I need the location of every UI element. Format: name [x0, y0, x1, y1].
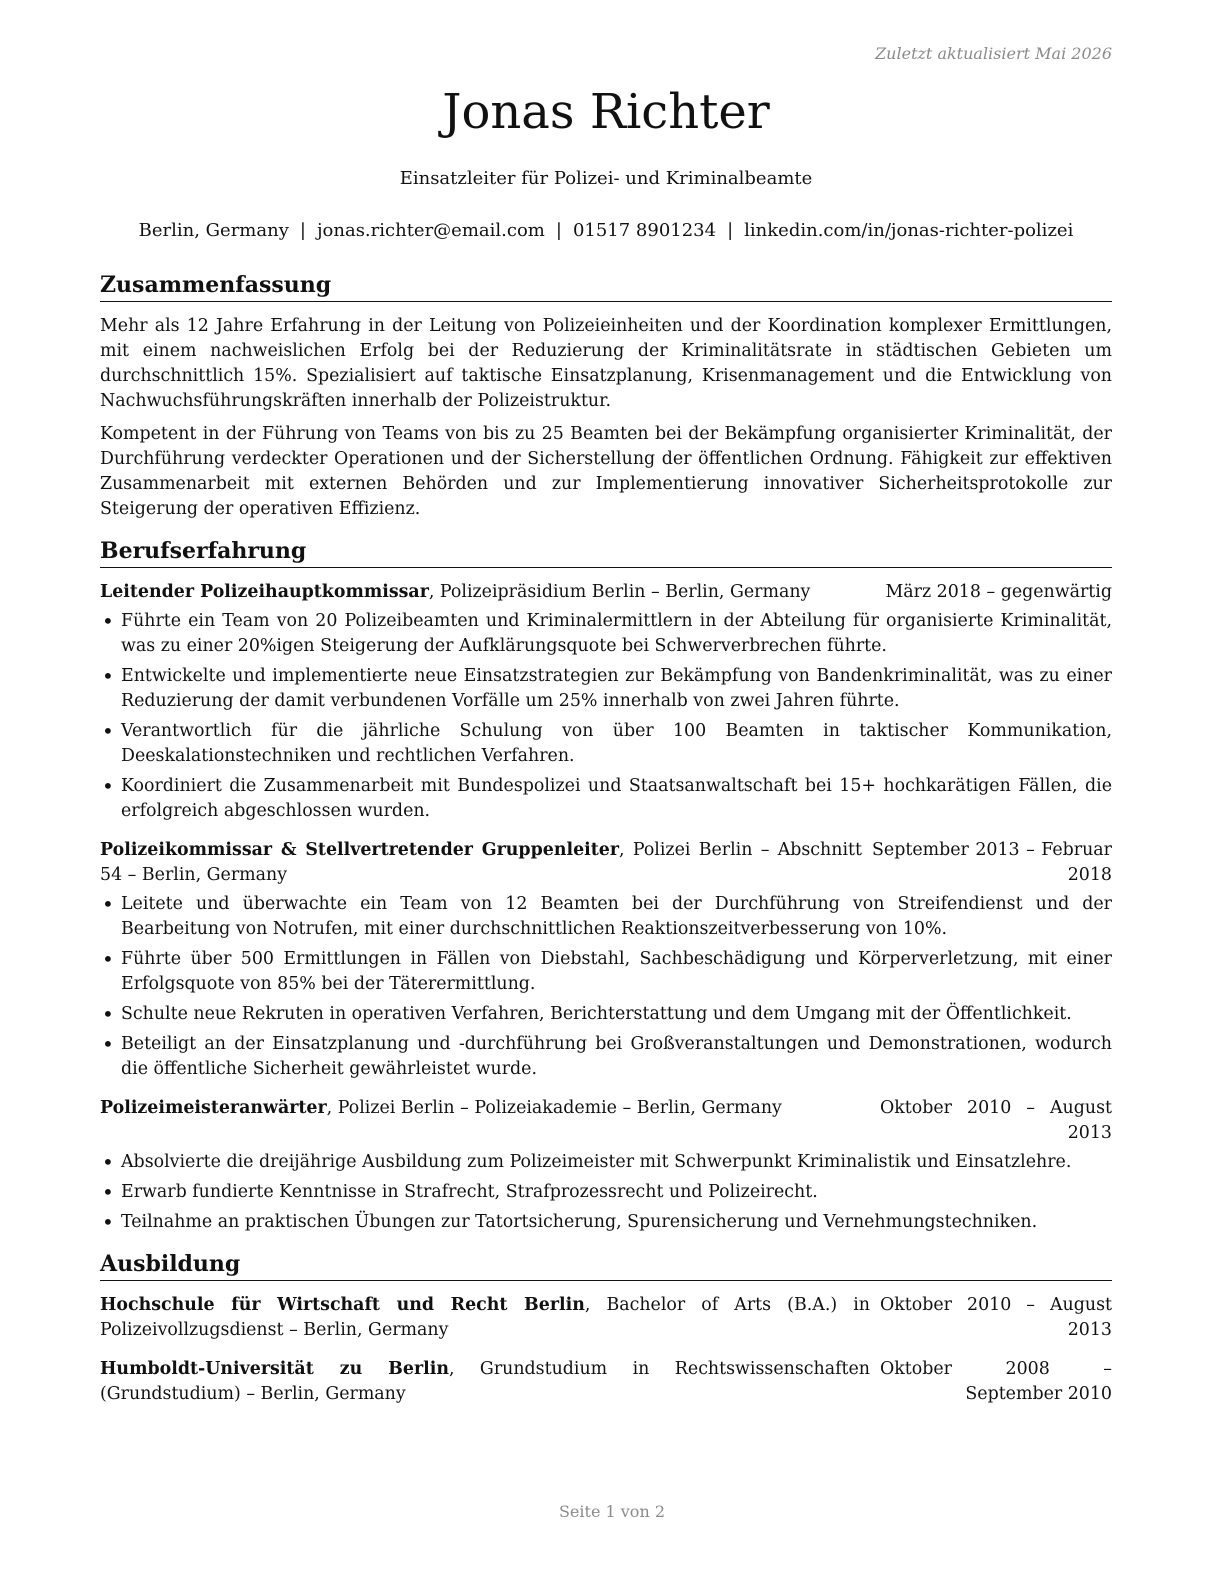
section-heading: Zusammenfassung — [100, 270, 1112, 302]
section-heading: Ausbildung — [100, 1249, 1112, 1281]
list-item: • Koordiniert die Zusammenarbeit mit Bundespolizei und Staatsanwaltschaft bei 15+ hochkarätigen Fällen, die erfolgreich abgeschlossen wurden. — [100, 774, 1112, 824]
list-item: • Schulte neue Rekruten in operativen Verfahren, Berichterstattung und dem Umgang mit der Öffentlichkeit. — [100, 1002, 1112, 1027]
contact-separator: | — [555, 220, 562, 241]
education-header — [100, 1293, 1112, 1343]
degree: , Grundstudium in Rechtswissenschaften (Grundstudium) – Berlin, Germany — [100, 1359, 870, 1404]
job-bullets — [100, 1150, 1112, 1235]
job-title: Polizeimeisteranwärter — [100, 1098, 327, 1118]
job-header — [100, 1096, 1112, 1146]
list-item: • Absolvierte die dreijährige Ausbildung zum Polizeimeister mit Schwerpunkt Kriminalistik und Einsatzlehre. — [100, 1150, 1112, 1175]
job-bullets — [100, 892, 1112, 1082]
education-entry — [100, 1357, 1112, 1407]
education-entry — [100, 1293, 1112, 1343]
contact-linkedin[interactable]: linkedin.com/in/jonas-richter-polizei — [744, 220, 1074, 241]
section-heading: Berufserfahrung — [100, 536, 1112, 568]
job-dates: Oktober 2010 – August 2013 — [880, 1098, 1112, 1143]
summary-paragraph: Kompetent in der Führung von Teams von bis zu 25 Beamten bei der Bekämpfung organisierter Kriminalität, der Durchführung verdeckter Operationen und der Sicherstellung der öffentlichen Ordnung. Fähigkeit zur effektiven Zusammenarbeit mit externen Behörden und zur Implementierung innovativer Sicherheitsprotokolle zur Steigerung der operativen Effizienz. — [100, 424, 1112, 519]
education-dates: Oktober 2008 – September 2010 — [880, 1359, 1112, 1404]
contact-email[interactable]: jonas.richter@email.com — [316, 220, 545, 241]
list-item: • Entwickelte und implementierte neue Einsatzstrategien zur Bekämpfung von Bandenkriminalität, was zu einer Reduzierung der damit verbundenen Vorfälle um 25% innerhalb von zwei Jahren führte. — [100, 664, 1112, 714]
job-organization: , Polizei Berlin – Polizeiakademie – Berlin, Germany — [326, 1098, 782, 1118]
job-entry — [100, 838, 1112, 1082]
job-bullets — [100, 609, 1112, 824]
resume-content — [100, 270, 1112, 1421]
degree: , Bachelor of Arts (B.A.) in Polizeivollzugsdienst – Berlin, Germany — [100, 1295, 870, 1340]
education-section — [100, 1249, 1112, 1407]
job-organization: , Polizei Berlin – Abschnitt 54 – Berlin, Germany — [100, 840, 862, 885]
last-updated: Zuletzt aktualisiert Mai 2026 — [875, 44, 1112, 63]
job-title: Einsatzleiter für Polizei- und Kriminalbeamte — [399, 168, 813, 189]
job-entry — [100, 1096, 1112, 1235]
job-header — [100, 838, 1112, 888]
school-name: Hochschule für Wirtschaft und Recht Berlin — [100, 1295, 585, 1315]
list-item: • Erwarb fundierte Kenntnisse in Strafrecht, Strafprozessrecht und Polizeirecht. — [100, 1180, 1112, 1205]
summary-paragraph: Mehr als 12 Jahre Erfahrung in der Leitung von Polizeieinheiten und der Koordination komplexer Ermittlungen, mit einem nachweislichen Erfolg bei der Reduzierung der Kriminalitätsrate in städtischen Gebieten um durchschnittlich 15%. Spezialisiert auf taktische Einsatzplanung, Krisenmanagement und die Entwicklung von Nachwuchsführungskräften innerhalb der Polizeistruktur. — [100, 316, 1112, 411]
job-entry — [100, 580, 1112, 824]
job-title: Polizeikommissar & Stellvertretender Gruppenleiter — [100, 840, 619, 860]
education-dates: Oktober 2010 – August 2013 — [880, 1295, 1112, 1340]
list-item: • Teilnahme an praktischen Übungen zur Tatortsicherung, Spurensicherung und Vernehmungstechniken. — [100, 1210, 1112, 1235]
contact-line — [100, 220, 1112, 241]
job-header — [100, 580, 1112, 605]
list-item: • Beteiligt an der Einsatzplanung und -durchführung bei Großveranstaltungen und Demonstrationen, wodurch die öffentliche Sicherheit gewährleistet wurde. — [100, 1032, 1112, 1082]
list-item: • Führte ein Team von 20 Polizeibeamten und Kriminalermittlern in der Abteilung für organisierte Kriminalität, was zu einer 20%igen Steigerung der Aufklärungsquote bei Schwerverbrechen führte. — [100, 609, 1112, 659]
education-header — [100, 1357, 1112, 1407]
school-name: Humboldt-Universität zu Berlin — [100, 1359, 449, 1379]
list-item: • Leitete und überwachte ein Team von 12 Beamten bei der Durchführung von Streifendienst und der Bearbeitung von Notrufen, mit einer durchschnittlichen Reaktionszeitverbesserung von 10%. — [100, 892, 1112, 942]
list-item: • Verantwortlich für die jährliche Schulung von über 100 Beamten in taktischer Kommunikation, Deeskalationstechniken und rechtlichen Verfahren. — [100, 719, 1112, 769]
job-dates: September 2013 – Februar 2018 — [872, 840, 1112, 885]
job-dates: März 2018 – gegenwärtig — [885, 582, 1112, 602]
summary-section — [100, 270, 1112, 522]
contact-phone[interactable]: 01517 8901234 — [572, 220, 717, 241]
experience-section — [100, 536, 1112, 1235]
list-item: • Führte über 500 Ermittlungen in Fällen von Diebstahl, Sachbeschädigung und Körperverletzung, mit einer Erfolgsquote von 85% bei der Täterermittlung. — [100, 947, 1112, 997]
page-number: Seite 1 von 2 — [558, 1502, 666, 1521]
person-name: Jonas Richter — [442, 84, 770, 140]
contact-separator: | — [727, 220, 734, 241]
contact-location: Berlin, Germany — [138, 220, 289, 241]
job-title: Leitender Polizeihauptkommissar — [100, 582, 429, 602]
contact-separator: | — [299, 220, 306, 241]
job-organization: , Polizeipräsidium Berlin – Berlin, Germany — [428, 582, 811, 602]
